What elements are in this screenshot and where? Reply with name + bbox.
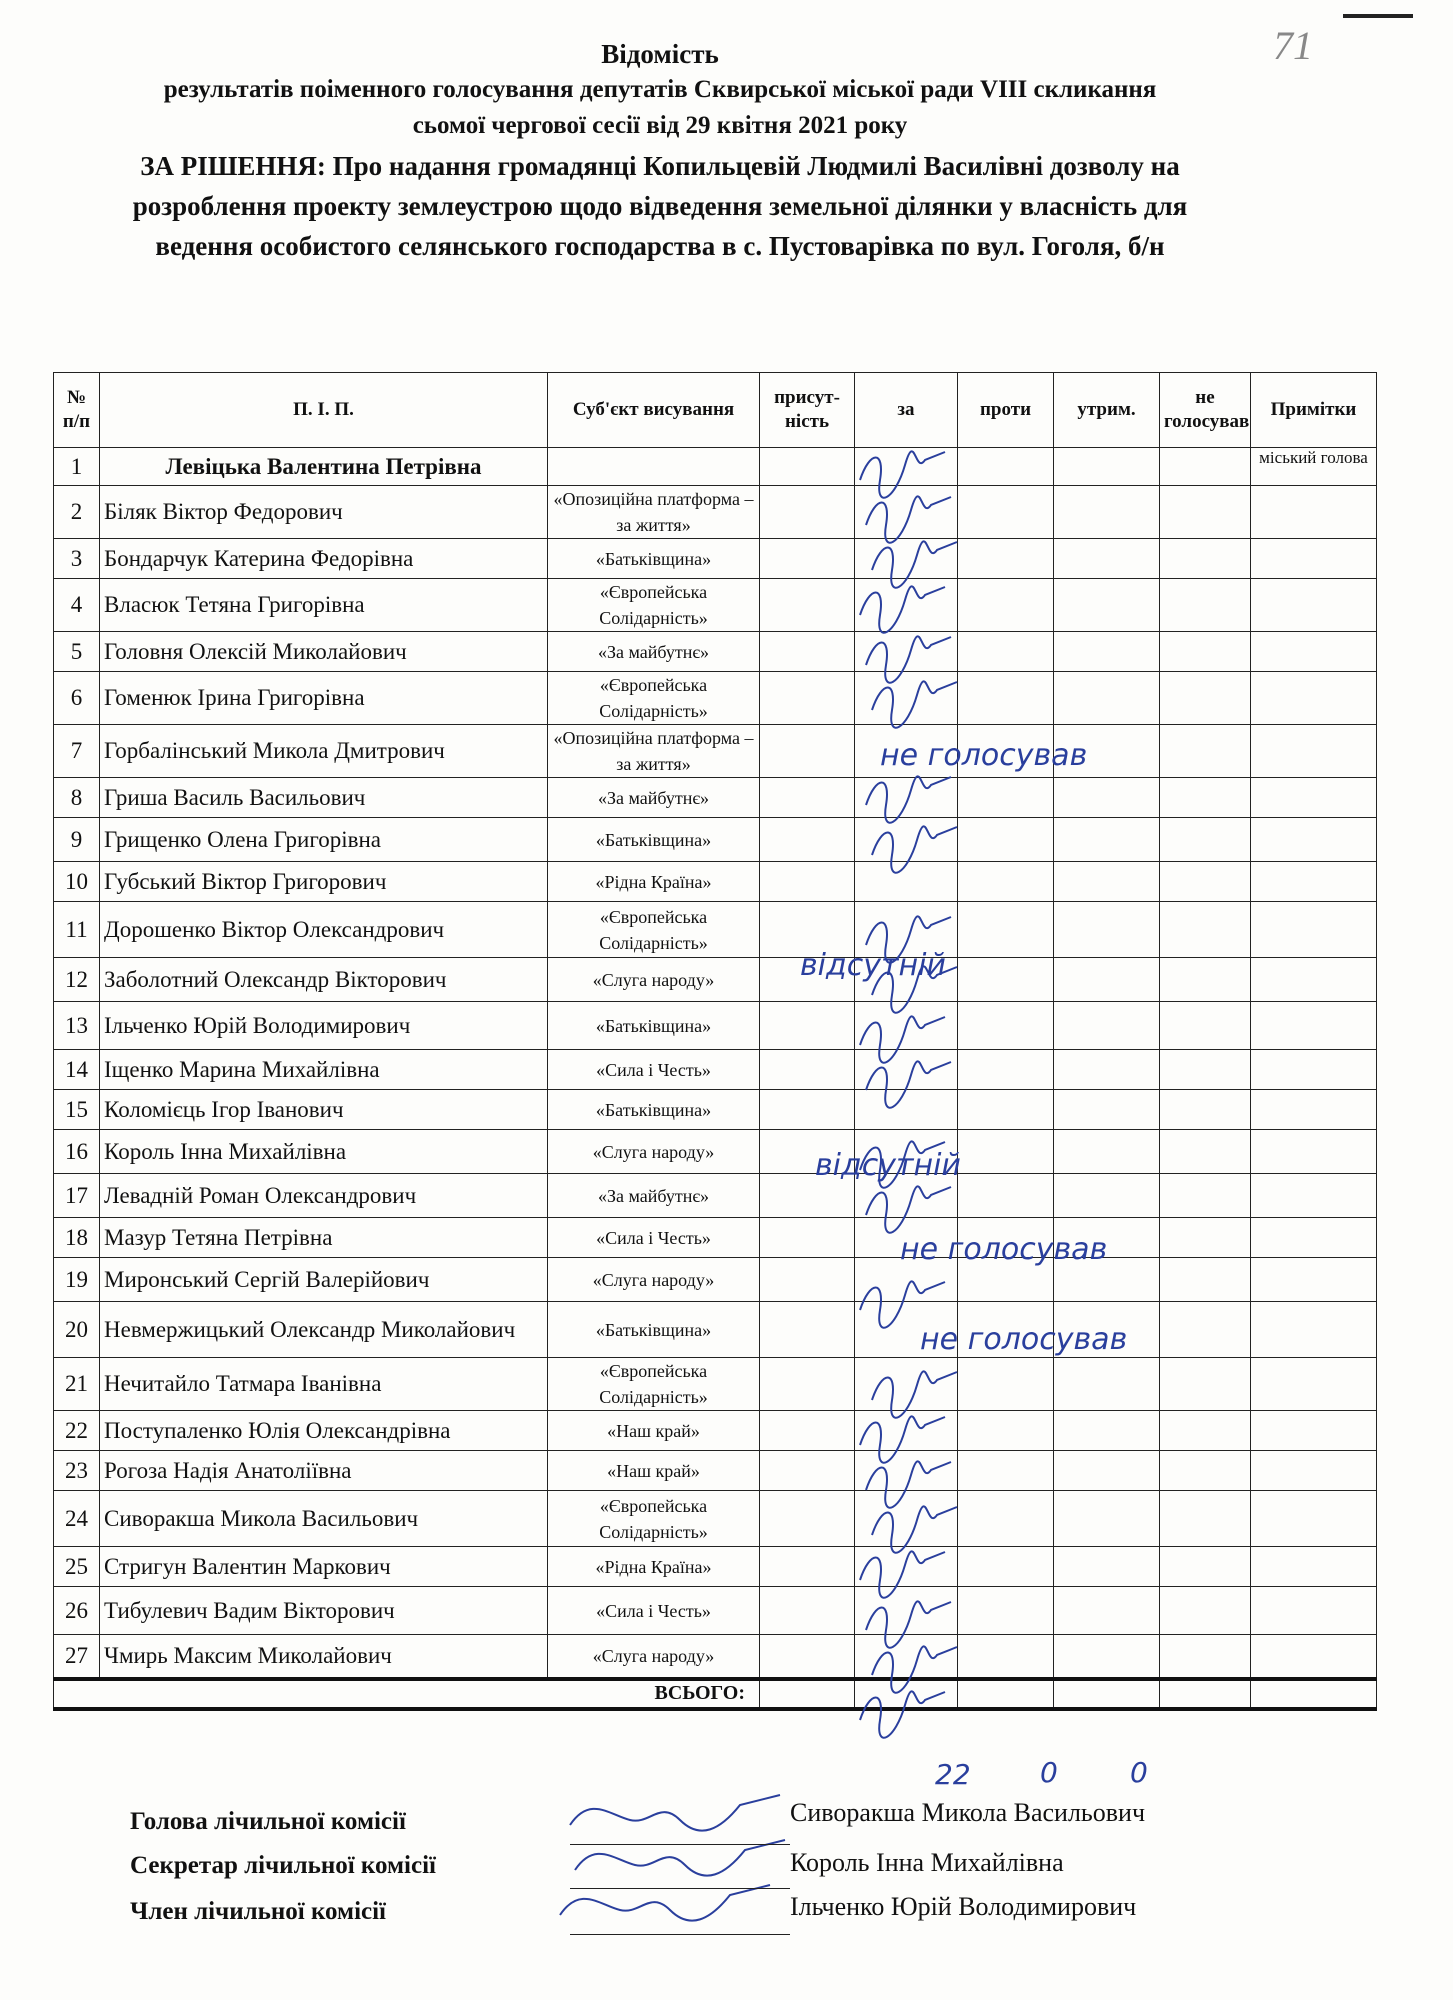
row-number: 21 [54, 1358, 100, 1411]
note-cell [1251, 1358, 1377, 1411]
table-row [54, 778, 1377, 818]
row-number: 9 [54, 818, 100, 862]
for-cell [855, 1491, 958, 1547]
present-cell [760, 862, 855, 902]
abstain-cell [1054, 672, 1160, 725]
note-cell [1251, 778, 1377, 818]
against-cell [958, 958, 1054, 1002]
handwritten-total-abstain: 0 [1130, 1756, 1148, 1789]
note-cell [1251, 632, 1377, 672]
present-cell [760, 1218, 855, 1258]
totals-row [54, 1679, 1377, 1709]
note-cell [1251, 862, 1377, 902]
against-cell [958, 1090, 1054, 1130]
against-cell [958, 1635, 1054, 1679]
table-row [54, 1587, 1377, 1635]
footer-member [130, 1892, 1280, 1938]
for-cell [855, 1090, 958, 1130]
note-cell [1251, 486, 1377, 539]
deputy-name: Тибулевич Вадим Вікторович [100, 1587, 548, 1635]
against-cell [958, 1050, 1054, 1090]
row-number: 19 [54, 1258, 100, 1302]
secretary-role: Секретар лічильної комісії [130, 1852, 436, 1879]
table-row [54, 902, 1377, 958]
table-row [54, 1090, 1377, 1130]
row-number: 25 [54, 1547, 100, 1587]
note-cell [1251, 1302, 1377, 1358]
for-cell [855, 1451, 958, 1491]
table-row [54, 1491, 1377, 1547]
abstain-cell [1054, 778, 1160, 818]
footer-secretary [130, 1848, 1280, 1892]
deputy-name: Грищенко Олена Григорівна [100, 818, 548, 862]
not-voted-cell [1160, 1130, 1251, 1174]
deputy-name: Бондарчук Катерина Федорівна [100, 539, 548, 579]
deputy-name: Іщенко Марина Михайлівна [100, 1050, 548, 1090]
row-number: 2 [54, 486, 100, 539]
decision-line-1: ЗА РІШЕННЯ: Про надання громадянці Копильцевій Людмилі Василівні дозволу на [140, 151, 1180, 181]
totals-for [855, 1679, 958, 1709]
for-cell [855, 1002, 958, 1050]
table-row [54, 1258, 1377, 1302]
table-row [54, 818, 1377, 862]
against-cell [958, 1491, 1054, 1547]
note-cell [1251, 1547, 1377, 1587]
not-voted-cell [1160, 1635, 1251, 1679]
deputy-name: Гриша Василь Васильович [100, 778, 548, 818]
against-cell [958, 1411, 1054, 1451]
not-voted-cell [1160, 1547, 1251, 1587]
not-voted-cell [1160, 448, 1251, 486]
handwritten-total-for: 22 [935, 1758, 971, 1791]
for-cell [855, 632, 958, 672]
deputy-party: «Європейська Солідарність» [548, 579, 760, 632]
row-number: 7 [54, 725, 100, 778]
row-number: 17 [54, 1174, 100, 1218]
abstain-cell [1054, 1635, 1160, 1679]
deputy-name: Поступаленко Юлія Олександрівна [100, 1411, 548, 1451]
deputy-party: «Батьківщина» [548, 818, 760, 862]
deputy-party: «Батьківщина» [548, 1302, 760, 1358]
row-number: 11 [54, 902, 100, 958]
not-voted-cell [1160, 902, 1251, 958]
document-subtitle-1: результатів поіменного голосування депутатів Сквирської міської ради VIII скликання [163, 76, 1157, 103]
present-cell [760, 1050, 855, 1090]
chair-signature-line [570, 1844, 790, 1845]
for-cell [855, 448, 958, 486]
abstain-cell [1054, 1358, 1160, 1411]
deputy-party: «За майбутнє» [548, 1174, 760, 1218]
not-voted-cell [1160, 632, 1251, 672]
document-subtitle-2: сьомої чергової сесії від 29 квітня 2021 року [412, 112, 908, 139]
present-cell [760, 632, 855, 672]
against-cell [958, 632, 1054, 672]
present-cell [760, 778, 855, 818]
table-row [54, 1050, 1377, 1090]
note-cell: міський голова [1251, 448, 1377, 486]
table-row [54, 448, 1377, 486]
abstain-cell [1054, 448, 1160, 486]
handwritten-not-voted-19: не голосував [920, 1322, 1128, 1357]
not-voted-cell [1160, 672, 1251, 725]
note-cell [1251, 1174, 1377, 1218]
against-cell [958, 1547, 1054, 1587]
note-cell [1251, 1090, 1377, 1130]
abstain-cell [1054, 632, 1160, 672]
corner-mark [1343, 14, 1413, 18]
against-cell [958, 778, 1054, 818]
deputy-party: «Батьківщина» [548, 539, 760, 579]
decision-line-2: розроблення проекту землеустрою щодо відведення земельної ділянки у власність для [132, 191, 1188, 221]
table-row [54, 1635, 1377, 1679]
against-cell [958, 902, 1054, 958]
secretary-name: Король Інна Михайлівна [790, 1848, 1064, 1877]
deputy-party: «Батьківщина» [548, 1002, 760, 1050]
chair-name: Сиворакша Микола Васильович [790, 1798, 1146, 1827]
against-cell [958, 1587, 1054, 1635]
deputy-party: «Європейська Солідарність» [548, 672, 760, 725]
present-cell [760, 486, 855, 539]
table-row [54, 1302, 1377, 1358]
abstain-cell [1054, 862, 1160, 902]
for-cell [855, 539, 958, 579]
row-number: 3 [54, 539, 100, 579]
deputy-party: «За майбутнє» [548, 632, 760, 672]
col-party: Суб'єкт висування [548, 373, 760, 448]
not-voted-cell [1160, 725, 1251, 778]
col-name: П. І. П. [100, 373, 548, 448]
against-cell [958, 862, 1054, 902]
present-cell [760, 672, 855, 725]
present-cell [760, 1302, 855, 1358]
note-cell [1251, 958, 1377, 1002]
deputy-party: «Наш край» [548, 1451, 760, 1491]
deputy-party: «Сила і Честь» [548, 1218, 760, 1258]
note-cell [1251, 1411, 1377, 1451]
abstain-cell [1054, 902, 1160, 958]
not-voted-cell [1160, 1002, 1251, 1050]
not-voted-cell [1160, 1491, 1251, 1547]
table-row [54, 539, 1377, 579]
row-number: 12 [54, 958, 100, 1002]
not-voted-cell [1160, 1411, 1251, 1451]
table-row [54, 1174, 1377, 1218]
not-voted-cell [1160, 1090, 1251, 1130]
page-number: 71 [1273, 23, 1313, 68]
not-voted-cell [1160, 1358, 1251, 1411]
note-cell [1251, 725, 1377, 778]
not-voted-cell [1160, 818, 1251, 862]
against-cell [958, 579, 1054, 632]
for-cell [855, 486, 958, 539]
decision-line-3: ведення особистого селянського господарства в с. Пустоварівка по вул. Гоголя, б/н [155, 231, 1165, 261]
footer-chair [130, 1798, 1280, 1848]
not-voted-cell [1160, 579, 1251, 632]
table-row [54, 1002, 1377, 1050]
deputy-party: «Слуга народу» [548, 1258, 760, 1302]
deputy-party: «Наш край» [548, 1411, 760, 1451]
not-voted-cell [1160, 1050, 1251, 1090]
deputy-party: «Батьківщина» [548, 1090, 760, 1130]
table-row [54, 632, 1377, 672]
for-cell [855, 1547, 958, 1587]
deputy-party: «Європейська Солідарність» [548, 1358, 760, 1411]
deputy-party: «Рідна Країна» [548, 1547, 760, 1587]
note-cell [1251, 1491, 1377, 1547]
abstain-cell [1054, 1491, 1160, 1547]
deputy-name: Рогоза Надія Анатоліївна [100, 1451, 548, 1491]
present-cell [760, 1002, 855, 1050]
deputy-party: «Сила і Честь» [548, 1050, 760, 1090]
not-voted-cell [1160, 778, 1251, 818]
not-voted-cell [1160, 862, 1251, 902]
deputy-party: «За майбутнє» [548, 778, 760, 818]
deputy-name: Сиворакша Микола Васильович [100, 1491, 548, 1547]
against-cell [958, 1174, 1054, 1218]
deputy-name: Ільченко Юрій Володимирович [100, 1002, 548, 1050]
abstain-cell [1054, 486, 1160, 539]
not-voted-cell [1160, 539, 1251, 579]
against-cell [958, 1358, 1054, 1411]
abstain-cell [1054, 1174, 1160, 1218]
deputy-name: Дорошенко Віктор Олександрович [100, 902, 548, 958]
deputy-name: Біляк Віктор Федорович [100, 486, 548, 539]
against-cell [958, 486, 1054, 539]
against-cell [958, 818, 1054, 862]
handwritten-total-against: 0 [1040, 1756, 1058, 1789]
deputy-name: Невмержицький Олександр Миколайович [100, 1302, 548, 1358]
table-row [54, 672, 1377, 725]
for-cell [855, 1587, 958, 1635]
present-cell [760, 1547, 855, 1587]
deputy-name: Заболотний Олександр Вікторович [100, 958, 548, 1002]
row-number: 22 [54, 1411, 100, 1451]
abstain-cell [1054, 1547, 1160, 1587]
row-number: 18 [54, 1218, 100, 1258]
member-role: Член лічильної комісії [130, 1898, 387, 1925]
deputy-name: Левадній Роман Олександрович [100, 1174, 548, 1218]
note-cell [1251, 1130, 1377, 1174]
votes-table [53, 372, 1377, 1711]
against-cell [958, 448, 1054, 486]
deputy-party: «Європейська Солідарність» [548, 902, 760, 958]
row-number: 6 [54, 672, 100, 725]
deputy-party: «Слуга народу» [548, 1635, 760, 1679]
note-cell [1251, 579, 1377, 632]
present-cell [760, 1090, 855, 1130]
deputy-name: Головня Олексій Миколайович [100, 632, 548, 672]
abstain-cell [1054, 1130, 1160, 1174]
document-title: Відомість [601, 39, 719, 69]
against-cell [958, 1130, 1054, 1174]
abstain-cell [1054, 1090, 1160, 1130]
note-cell [1251, 818, 1377, 862]
row-number: 23 [54, 1451, 100, 1491]
table-header-row [54, 373, 1377, 448]
abstain-cell [1054, 1050, 1160, 1090]
abstain-cell [1054, 1002, 1160, 1050]
deputy-party: «Європейська Солідарність» [548, 1491, 760, 1547]
for-cell [855, 1411, 958, 1451]
note-cell [1251, 672, 1377, 725]
not-voted-cell [1160, 1451, 1251, 1491]
present-cell [760, 448, 855, 486]
present-cell [760, 1587, 855, 1635]
table-row [54, 958, 1377, 1002]
deputy-name: Чмирь Максим Миколайович [100, 1635, 548, 1679]
present-cell [760, 579, 855, 632]
not-voted-cell [1160, 1587, 1251, 1635]
against-cell [958, 539, 1054, 579]
table-row [54, 862, 1377, 902]
row-number: 4 [54, 579, 100, 632]
for-cell [855, 862, 958, 902]
abstain-cell [1054, 579, 1160, 632]
table-row [54, 725, 1377, 778]
not-voted-cell [1160, 1258, 1251, 1302]
row-number: 27 [54, 1635, 100, 1679]
deputy-name: Горбалінський Микола Дмитрович [100, 725, 548, 778]
against-cell [958, 1002, 1054, 1050]
col-against: проти [958, 373, 1054, 448]
col-for: за [855, 373, 958, 448]
for-cell [855, 1635, 958, 1679]
totals-not-voted [1160, 1679, 1251, 1709]
row-number: 24 [54, 1491, 100, 1547]
row-number: 15 [54, 1090, 100, 1130]
present-cell [760, 1358, 855, 1411]
note-cell [1251, 1050, 1377, 1090]
deputy-name: Гоменюк Ірина Григорівна [100, 672, 548, 725]
abstain-cell [1054, 818, 1160, 862]
member-name: Ільченко Юрій Володимирович [790, 1892, 1137, 1921]
deputy-name: Губський Віктор Григорович [100, 862, 548, 902]
totals-note [1251, 1679, 1377, 1709]
present-cell [760, 1635, 855, 1679]
row-number: 26 [54, 1587, 100, 1635]
row-number: 5 [54, 632, 100, 672]
document-header [60, 36, 1260, 264]
note-cell [1251, 1002, 1377, 1050]
present-cell [760, 818, 855, 862]
note-cell [1251, 1258, 1377, 1302]
totals-abstain [1054, 1679, 1160, 1709]
deputy-name: Левіцька Валентина Петрівна [100, 448, 548, 486]
not-voted-cell [1160, 486, 1251, 539]
deputy-party: «Слуга народу» [548, 958, 760, 1002]
for-cell [855, 672, 958, 725]
deputy-name: Миронський Сергій Валерійович [100, 1258, 548, 1302]
table-row [54, 1358, 1377, 1411]
deputy-party: «Опозиційна платформа – за життя» [548, 486, 760, 539]
deputy-party: «Сила і Честь» [548, 1587, 760, 1635]
deputy-party: «Слуга народу» [548, 1130, 760, 1174]
row-number: 8 [54, 778, 100, 818]
table-row [54, 579, 1377, 632]
note-cell [1251, 1635, 1377, 1679]
not-voted-cell [1160, 958, 1251, 1002]
deputy-name: Коломієць Ігор Іванович [100, 1090, 548, 1130]
handwritten-not-voted-17: не голосував [900, 1232, 1108, 1267]
present-cell [760, 1451, 855, 1491]
table-row [54, 1451, 1377, 1491]
col-note: Примітки [1251, 373, 1377, 448]
table-row [54, 1218, 1377, 1258]
not-voted-cell [1160, 1302, 1251, 1358]
for-cell [855, 778, 958, 818]
col-num: № п/п [54, 373, 100, 448]
row-number: 1 [54, 448, 100, 486]
col-abstain: утрим. [1054, 373, 1160, 448]
table-row [54, 1411, 1377, 1451]
not-voted-cell [1160, 1218, 1251, 1258]
deputy-party: «Опозиційна платформа – за життя» [548, 725, 760, 778]
chair-role: Голова лічильної комісії [130, 1808, 406, 1835]
note-cell [1251, 1451, 1377, 1491]
against-cell [958, 1451, 1054, 1491]
note-cell [1251, 1587, 1377, 1635]
note-cell [1251, 902, 1377, 958]
abstain-cell [1054, 539, 1160, 579]
not-voted-cell [1160, 1174, 1251, 1218]
note-cell [1251, 1218, 1377, 1258]
row-number: 14 [54, 1050, 100, 1090]
deputy-party [548, 448, 760, 486]
present-cell [760, 1411, 855, 1451]
handwritten-absent-11: відсутній [800, 948, 946, 983]
row-number: 10 [54, 862, 100, 902]
deputy-name: Власюк Тетяна Григорівна [100, 579, 548, 632]
col-present: присут-ність [760, 373, 855, 448]
row-number: 13 [54, 1002, 100, 1050]
for-cell [855, 1050, 958, 1090]
abstain-cell [1054, 1411, 1160, 1451]
deputy-name: Нечитайло Татмара Іванівна [100, 1358, 548, 1411]
present-cell [760, 539, 855, 579]
abstain-cell [1054, 1587, 1160, 1635]
deputy-name: Мазур Тетяна Петрівна [100, 1218, 548, 1258]
for-cell [855, 818, 958, 862]
handwritten-absent-15: відсутній [815, 1148, 961, 1183]
totals-present [760, 1679, 855, 1709]
table-row [54, 486, 1377, 539]
secretary-signature-line [570, 1888, 790, 1889]
for-cell [855, 1358, 958, 1411]
table-row [54, 1130, 1377, 1174]
member-signature-line [570, 1934, 790, 1935]
col-not-voted: не голосував [1160, 373, 1251, 448]
present-cell [760, 725, 855, 778]
present-cell [760, 1258, 855, 1302]
against-cell [958, 672, 1054, 725]
abstain-cell [1054, 958, 1160, 1002]
deputy-name: Король Інна Михайлівна [100, 1130, 548, 1174]
note-cell [1251, 539, 1377, 579]
totals-against [958, 1679, 1054, 1709]
for-cell [855, 579, 958, 632]
deputy-party: «Рідна Країна» [548, 862, 760, 902]
row-number: 16 [54, 1130, 100, 1174]
deputy-name: Стригун Валентин Маркович [100, 1547, 548, 1587]
abstain-cell [1054, 1451, 1160, 1491]
totals-label: ВСЬОГО: [54, 1679, 760, 1709]
table-row [54, 1547, 1377, 1587]
row-number: 20 [54, 1302, 100, 1358]
present-cell [760, 1491, 855, 1547]
handwritten-not-voted-7: не голосував [880, 738, 1088, 773]
